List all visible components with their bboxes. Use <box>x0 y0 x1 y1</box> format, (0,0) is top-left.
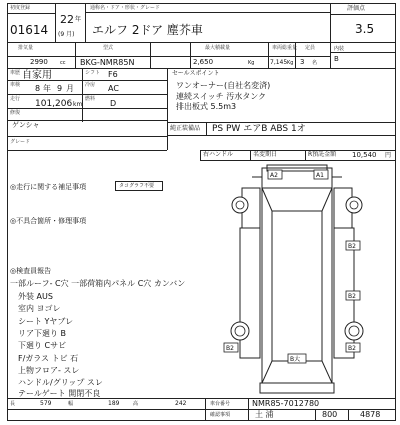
divider <box>82 68 83 122</box>
inspection-label: 車検 <box>10 82 21 88</box>
divider <box>7 13 55 14</box>
report-line: テールゲート 開閉不良 <box>18 389 101 398</box>
height-label: 高 <box>133 401 139 407</box>
divider <box>7 150 167 151</box>
mark-b-large: B大 <box>290 356 301 363</box>
equipment-value: PS PW エアB ABS 1オ <box>212 124 306 134</box>
inspection-month-unit: 月 <box>66 84 74 93</box>
year-unit: 年 <box>75 16 82 23</box>
report-line: ハンドル/グリップ スレ <box>18 378 103 387</box>
mileage-value: 101,206 <box>35 99 73 109</box>
divider <box>7 136 167 137</box>
divider <box>200 160 396 161</box>
front-left-wheel <box>232 197 248 213</box>
score-label: 評価点 <box>347 5 366 12</box>
divider <box>167 68 168 150</box>
divider <box>75 42 76 68</box>
mark-a1: A1 <box>316 172 324 179</box>
divider <box>7 56 330 57</box>
interior-label: 内装 <box>334 46 345 52</box>
shift-label: シフト <box>85 70 101 76</box>
recycle-label: R預託金額 <box>308 151 337 158</box>
divider <box>7 42 396 43</box>
usage-label: 車歴 <box>10 70 21 76</box>
divider <box>206 122 207 135</box>
divider <box>7 108 167 109</box>
plate-region: 土 浦 <box>255 410 274 419</box>
fuel-label: 燃料 <box>85 96 96 102</box>
plate-number: 4878 <box>360 410 381 419</box>
mileage-unit: km <box>73 101 83 108</box>
truck-damage-diagram <box>222 163 372 398</box>
rear-left-wheel <box>231 322 249 340</box>
divider <box>7 68 396 69</box>
divider <box>167 135 396 136</box>
inspection-year: 8 <box>35 84 41 93</box>
displacement-unit: cc <box>60 60 66 66</box>
grade-label: グレード <box>10 139 31 145</box>
divider <box>268 42 269 68</box>
divider <box>205 398 206 421</box>
sales-points-label: セールスポイント <box>172 70 220 77</box>
rear-right-wheel <box>345 322 363 340</box>
capacity-unit: 名 <box>312 60 318 66</box>
divider <box>305 150 306 160</box>
divider <box>248 398 249 421</box>
chassis-number: NMR85-7012780 <box>252 399 320 408</box>
equipment-label: 純正装備品 <box>170 125 201 132</box>
report-line: 室内 ヨゴレ <box>18 304 61 313</box>
name-change-label: 名変期日 <box>253 151 278 158</box>
handle-label: 右ハンドル <box>203 151 234 158</box>
divider <box>85 3 86 42</box>
divider <box>348 409 349 421</box>
sales-point-line: 排出板式 5.5m3 <box>176 102 237 111</box>
car-name: エルフ 2ドア 塵芥車 <box>92 23 203 37</box>
divider <box>167 122 396 123</box>
divider <box>55 3 56 42</box>
divider <box>330 3 331 68</box>
length-label: 長 <box>10 401 16 407</box>
divider <box>200 150 201 160</box>
registration-year: 22 <box>60 13 74 26</box>
title-label: 通称名・ドア・形状・グレード <box>90 5 160 11</box>
divider <box>250 150 251 160</box>
mileage-label: 走行 <box>10 96 21 102</box>
score-value: 3.5 <box>355 22 375 36</box>
mark-a2: A2 <box>270 172 278 179</box>
mark-b2: B2 <box>348 345 356 352</box>
chassis-label: 車台番号 <box>210 401 231 407</box>
divider <box>7 409 396 410</box>
fuel-value: D <box>110 99 117 108</box>
inspection-month: 9 <box>57 84 63 93</box>
ac-label: 冷房 <box>85 82 96 88</box>
divider <box>330 52 396 53</box>
usage-value: 自家用 <box>22 70 52 81</box>
plate-class: 800 <box>322 410 338 419</box>
report-line: シート Yヤブレ <box>18 317 74 326</box>
repair-value: ゲンシャ <box>12 121 40 129</box>
interior-grade: B <box>334 55 339 63</box>
capacity-label: 定員 <box>305 45 316 51</box>
model-code: BKG-NMR85N <box>80 58 135 67</box>
divider <box>330 14 396 15</box>
divider <box>7 398 396 399</box>
front-right-wheel <box>346 197 362 213</box>
shift-value: F6 <box>108 70 118 79</box>
model-label: 型式 <box>103 45 114 51</box>
divider <box>150 42 151 68</box>
max-load-label: 最大積載量 <box>205 45 231 51</box>
displacement-value: 2990 <box>30 58 48 66</box>
report-line: 下廻り Cサビ <box>18 341 67 350</box>
divider <box>315 409 316 421</box>
gross-weight-unit: Kg <box>287 60 294 66</box>
inspector-report-label: ◎検査員報告 <box>10 267 52 275</box>
rear-bumper <box>260 383 334 393</box>
length-value: 579 <box>40 400 52 407</box>
report-line: 上物フロア- スレ <box>18 366 80 375</box>
mark-b2: B2 <box>348 293 356 300</box>
inspection-year-unit: 年 <box>43 84 51 93</box>
divider <box>190 42 191 68</box>
report-line: 外装 AUS <box>18 292 53 301</box>
gross-weight-value: 7,145 <box>270 59 288 66</box>
width-label: 幅 <box>68 401 74 407</box>
report-line: リア下廻り B <box>18 329 67 338</box>
repair-label: 修復 <box>10 110 21 116</box>
mark-b2: B2 <box>226 345 234 352</box>
gross-weight-label: 車両総重量 <box>272 45 298 51</box>
registration-month: (9 月) <box>58 31 75 38</box>
body-inner <box>272 211 322 361</box>
sales-point-line: 連続スイッチ 汚水タンク <box>176 92 267 101</box>
lot-number: 01614 <box>10 23 49 37</box>
report-line: F/ガラス トビ 石 <box>18 354 79 363</box>
divider <box>7 94 167 95</box>
first-registration-label: 初度登録 <box>10 5 31 11</box>
recycle-value: 10,540 <box>352 151 377 159</box>
displacement-label: 排気量 <box>18 45 34 51</box>
max-load-unit: Kg <box>248 60 255 66</box>
recycle-unit: 円 <box>385 152 392 159</box>
divider <box>85 12 330 13</box>
report-line: 一部ルーフ- C穴 一部荷箱内パネル C穴 カンバン <box>10 279 186 288</box>
confirmation-label: 確認事項 <box>210 412 231 418</box>
driving-notes-label: ◎走行に関する補足事項 <box>10 183 87 191</box>
height-value: 242 <box>175 400 187 407</box>
ac-value: AC <box>108 84 119 93</box>
tachograph-label: タコグラフ不要 <box>119 183 155 189</box>
capacity-value: 3 <box>300 58 305 66</box>
defect-notes-label: ◎不具合箇所・修理事項 <box>10 217 87 225</box>
width-value: 189 <box>108 400 120 407</box>
sales-point-line: ワンオーナー(自社名変済) <box>176 81 271 90</box>
max-load-value: 2,650 <box>193 58 214 66</box>
mark-b2: B2 <box>348 243 356 250</box>
